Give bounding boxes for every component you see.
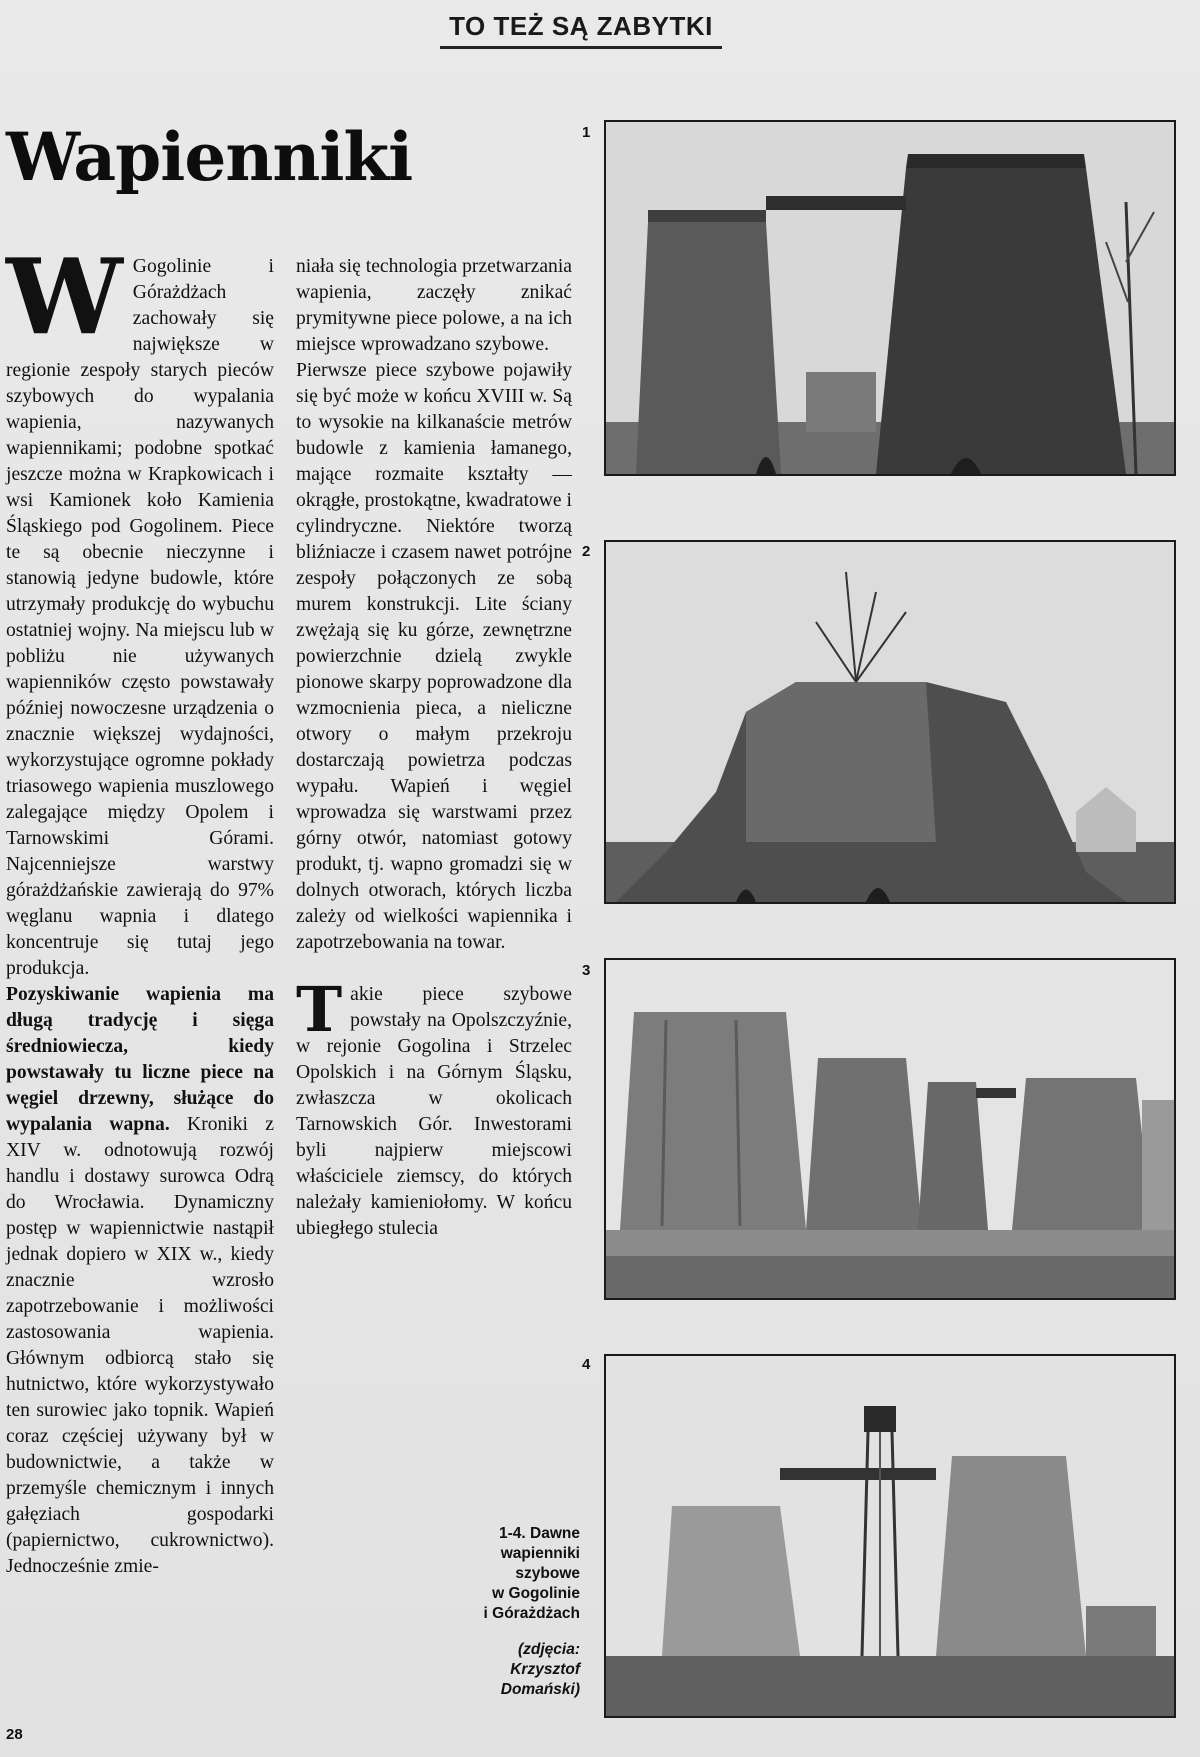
section-header: TO TEŻ SĄ ZABYTKI	[440, 6, 722, 49]
photo-4-image	[606, 1356, 1174, 1716]
photo-3	[604, 958, 1176, 1300]
caption-line-1: 1-4. Dawne	[499, 1525, 580, 1542]
text-column-2	[296, 254, 572, 1242]
photo-1-image	[606, 122, 1174, 474]
credit-line-2: Krzysztof	[510, 1661, 580, 1678]
page-number: 28	[6, 1726, 23, 1743]
paragraph-1	[6, 235, 274, 982]
caption-line-4: w Gogolinie	[492, 1585, 580, 1602]
photo-3-image	[606, 960, 1174, 1298]
drop-cap-w: W	[6, 235, 123, 358]
caption-line-5: i Górażdżach	[483, 1605, 580, 1622]
paragraph-4: Pierwsze piece szybowe pojawiły się być może w końcu XVIII w. Są to wysokie na kilkanaście metrów budowle z kamienia łamanego, mające rozmaite kształty — okrągłe, prostokątne, kwadratowe i cylindryczne. Niektóre tworzą bliźniacze i czasem nawet potrójne zespoły połączonych ze sobą murem konstrukcji. Lite ściany zwężają się ku górze, zewnętrzne powierzchnie dzielą zwykle pionowe skarpy poprowadzone dla wzmocnienia pieca, a nieliczne otwory o małym przekroju dostarczają powietrza podczas wypału. Wapień i węgiel wprowadza się warstwami przez górny otwór, natomiast gotowy produkt, tj. wapno gromadzi się w dolnych otworach, których liczba zależy od wielkości wapiennika i zapotrzebowania na towar.	[296, 360, 572, 953]
credit-line-3: Domański)	[500, 1681, 580, 1698]
caption-line-2: wapienniki	[500, 1545, 580, 1562]
paragraph-2	[6, 982, 274, 1580]
paragraph-5: akie piece szybowe powstały na Opolszczyźnie, w rejonie Gogolina i Strzelec Opolskich i na Górnym Śląsku, zwłaszcza w okolicach Tarnowskich Gór. Inwestorami byli najpierw miejscowi właściciele ziemscy, do których należały kamieniołomy. W końcu ubiegłego stulecia	[296, 984, 572, 1239]
photo-2	[604, 540, 1176, 904]
photo-number-1: 1	[582, 124, 591, 141]
drop-cap-t: T	[296, 973, 343, 1046]
photo-2-image	[606, 542, 1174, 902]
photo-number-4: 4	[582, 1356, 591, 1373]
paragraph-3: niała się technologia przetwarzania wapienia, zaczęły znikać prymitywne piece polowe, a na ich miejsce wprowadzano szybowe.	[296, 256, 572, 355]
photo-caption	[420, 1524, 580, 1624]
photo-number-2: 2	[582, 543, 591, 560]
photo-4	[604, 1354, 1176, 1718]
caption-line-3: szybowe	[515, 1565, 580, 1582]
article-title: Wapienniki	[6, 118, 413, 196]
credit-line-1: (zdjęcia:	[517, 1641, 580, 1658]
photo-number-3: 3	[582, 962, 591, 979]
photo-1	[604, 120, 1176, 476]
text-column-1	[6, 235, 274, 1580]
paragraph-2-text: Kroniki z XIV w. odnotowują rozwój handlu i dostawy surowca Odrą do Wrocławia. Dynamiczny postęp w wapiennictwie nastąpił jednak dopiero w XIX w., kiedy znacznie wzrosło zapotrzebowanie i możliwości zastosowania wapienia. Głównym odbiorcą stało się hutnictwo, które wykorzystywało ten surowiec jako topnik. Wapień coraz częściej używany był w budownictwie, a także w przemyśle chemicznym i innych gałęziach gospodarki (papiernictwo, cukrownictwo). Jednocześnie zmie-	[6, 1114, 274, 1577]
photo-credit	[420, 1640, 580, 1700]
bold-lead: Pozyskiwanie wapienia ma długą tradycję i sięga średniowiecza, kiedy powstawały tu liczne piece na węgiel drzewny, służące do wypalania wapna.	[6, 984, 274, 1135]
paragraph-1-text: Gogolinie i Górażdżach zachowały się największe w regionie zespoły starych pieców szybowych do wypalania wapienia, nazywanych wapiennikami; podobne spotkać jeszcze można w Krapkowicach i wsi Kamionek koło Kamienia Śląskiego pod Gogolinem. Piece te są obecnie nieczynne i stanowią jedyne budowle, które utrzymały produkcję do wybuchu ostatniej wojny. Na miejscu lub w pobliżu nie używanych wapienników często powstawały później nowoczesne urządzenia o znacznie większej wydajności, wykorzystujące ogromne pokłady triasowego wapienia muszlowego zalegające między Opolem i Tarnowskimi Górami. Najcenniejsze warstwy górażdżańskie zawierają do 97% węglanu wapnia i dlatego koncentruje się tutaj jego produkcja.	[6, 256, 274, 979]
